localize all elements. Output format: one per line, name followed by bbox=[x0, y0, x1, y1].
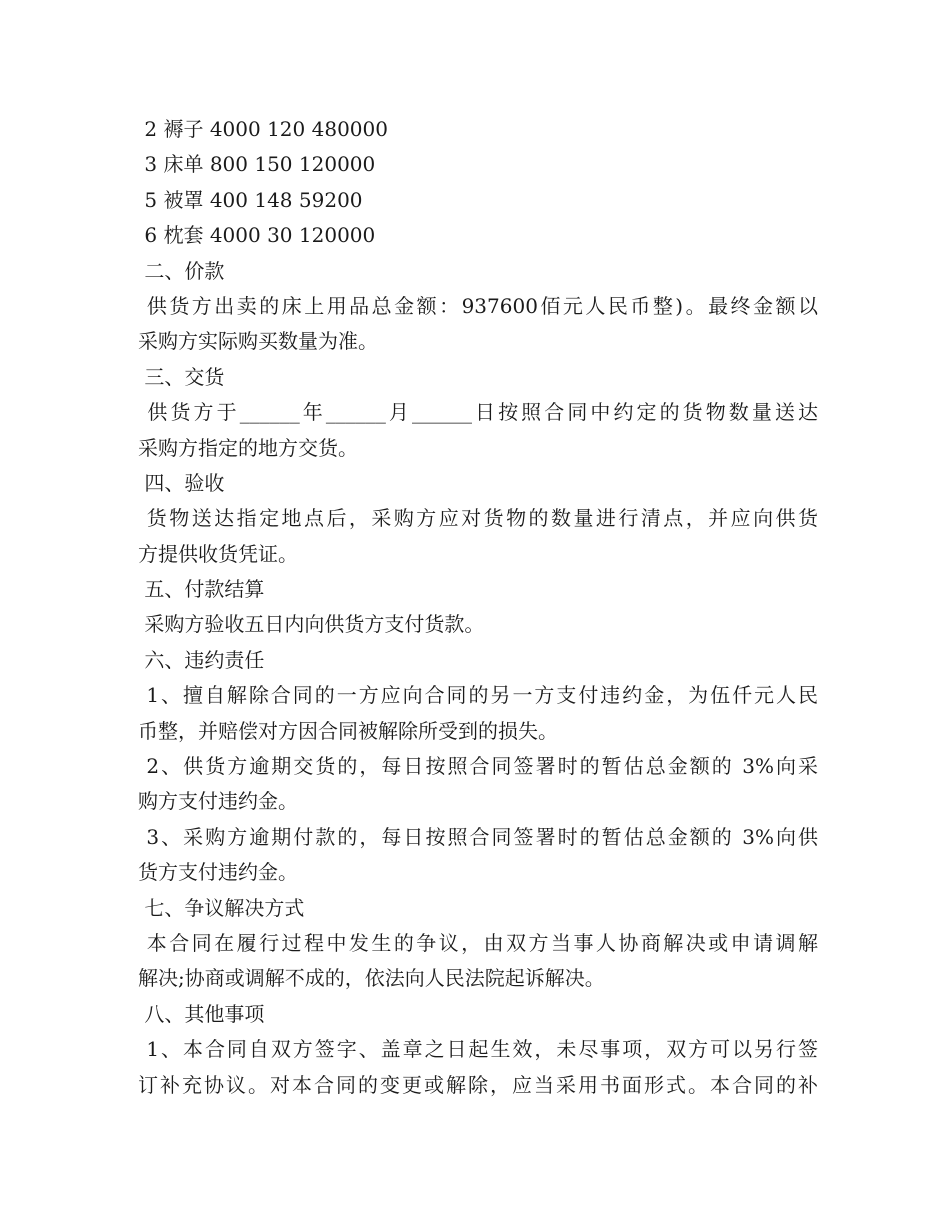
dispute-paragraph: 本合同在履行过程中发生的争议，由双方当事人协商解决或申请调解 解决;协商或调解不成的，依法向人民法院起诉解决。 bbox=[138, 930, 818, 991]
list-item: 6 枕套 4000 30 120000 bbox=[144, 223, 376, 248]
section-heading-price: 二、价款 bbox=[138, 258, 225, 283]
section-heading-dispute: 七、争议解决方式 bbox=[138, 895, 305, 920]
liability-clause-2: 2、供货方逾期交货的，每日按照合同签署时的暂估总金额的 3%向采 购方支付违约金。 bbox=[138, 754, 818, 814]
document-page bbox=[138, 112, 818, 1103]
section-heading-other: 八、其他事项 bbox=[138, 1001, 265, 1026]
list-item: 2 褥子 4000 120 480000 bbox=[144, 117, 388, 141]
delivery-paragraph: 供货方于______年______月______日按照合同中约定的货物数量送达 采购方指定的地方交货。 bbox=[138, 400, 818, 460]
list-item: 3 床单 800 150 120000 bbox=[144, 152, 376, 177]
price-paragraph: 供货方出卖的床上用品总金额：937600佰元人民币整)。最终金额以 采购方实际购买数量为准。 bbox=[138, 293, 818, 354]
inspection-paragraph: 货物送达指定地点后，采购方应对货物的数量进行清点，并应向供货 方提供收货凭证。 bbox=[138, 506, 818, 566]
section-heading-inspection: 四、验收 bbox=[138, 470, 225, 495]
payment-paragraph: 采购方验收五日内向供货方支付货款。 bbox=[138, 612, 485, 637]
section-heading-payment: 五、付款结算 bbox=[138, 577, 265, 602]
items-list bbox=[138, 112, 818, 254]
liability-clause-1: 1、擅自解除合同的一方应向合同的另一方支付违约金，为伍仟元人民 币整，并赔偿对方因合同被解除所受到的损失。 bbox=[138, 683, 818, 743]
section-heading-delivery: 三、交货 bbox=[138, 364, 225, 389]
liability-clause-3: 3、采购方逾期付款的，每日按照合同签署时的暂估总金额的 3%向供 货方支付违约金。 bbox=[138, 824, 818, 885]
other-clause-1: 1、本合同自双方签字、盖章之日起生效，未尽事项，双方可以另行签 订补充协议。对本合同的变更或解除，应当采用书面形式。本合同的补 bbox=[138, 1037, 818, 1097]
section-heading-liability: 六、违约责任 bbox=[138, 647, 265, 672]
list-item: 5 被罩 400 148 59200 bbox=[144, 187, 363, 212]
